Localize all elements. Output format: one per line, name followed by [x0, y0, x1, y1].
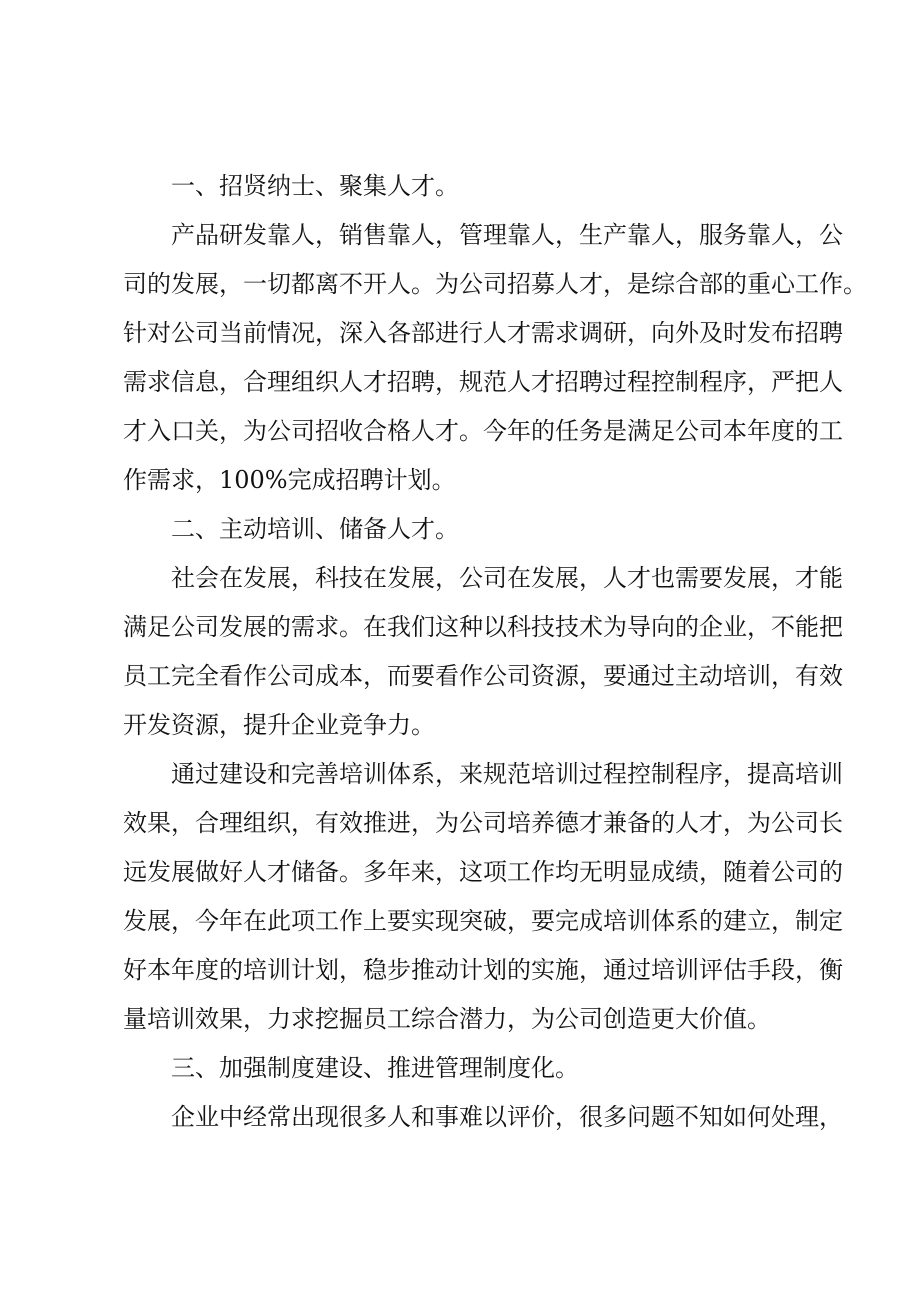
heading-3: 三、加强制度建设、推进管理制度化。 — [171, 1054, 579, 1082]
paragraph-2-line-1: 社会在发展，科技在发展，公司在发展，人才也需要发展，才能 — [171, 564, 843, 592]
paragraph-2-line-4: 开发资源，提升企业竞争力。 — [123, 711, 435, 739]
paragraph-1-line-5: 才入口关，为公司招收合格人才。今年的任务是满足公司本年度的工 — [123, 417, 843, 445]
paragraph-1-line-2: 司的发展，一切都离不开人。为公司招募人才，是综合部的重心工作。 — [123, 270, 867, 298]
paragraph-1-line-3: 针对公司当前情况，深入各部进行人才需求调研，向外及时发布招聘 — [123, 319, 843, 347]
heading-1: 一、招贤纳士、聚集人才。 — [171, 172, 459, 200]
paragraph-3-line-2: 效果，合理组织，有效推进，为公司培养德才兼备的人才，为公司长 — [123, 809, 843, 837]
paragraph-2-line-2: 满足公司发展的需求。在我们这种以科技技术为导向的企业，不能把 — [123, 613, 843, 641]
paragraph-2-line-3: 员工完全看作公司成本，而要看作公司资源，要通过主动培训，有效 — [123, 662, 843, 690]
paragraph-1-line-4: 需求信息，合理组织人才招聘，规范人才招聘过程控制程序，严把人 — [123, 368, 843, 396]
paragraph-3-line-6: 量培训效果，力求挖掘员工综合潜力，为公司创造更大价值。 — [123, 1005, 771, 1033]
paragraph-3-line-3: 远发展做好人才储备。多年来，这项工作均无明显成绩，随着公司的 — [123, 858, 843, 886]
paragraph-1-line-6: 作需求，100%完成招聘计划。 — [123, 466, 456, 494]
paragraph-4-line-1: 企业中经常出现很多人和事难以评价，很多问题不知如何处理， — [171, 1103, 843, 1131]
paragraph-3-line-5: 好本年度的培训计划，稳步推动计划的实施，通过培训评估手段，衡 — [123, 956, 843, 984]
paragraph-3-line-1: 通过建设和完善培训体系，来规范培训过程控制程序，提高培训 — [171, 760, 843, 788]
paragraph-3-line-4: 发展，今年在此项工作上要实现突破，要完成培训体系的建立，制定 — [123, 907, 843, 935]
paragraph-1-line-1: 产品研发靠人，销售靠人，管理靠人，生产靠人，服务靠人，公 — [171, 221, 843, 249]
heading-2: 二、主动培训、储备人才。 — [171, 515, 459, 543]
